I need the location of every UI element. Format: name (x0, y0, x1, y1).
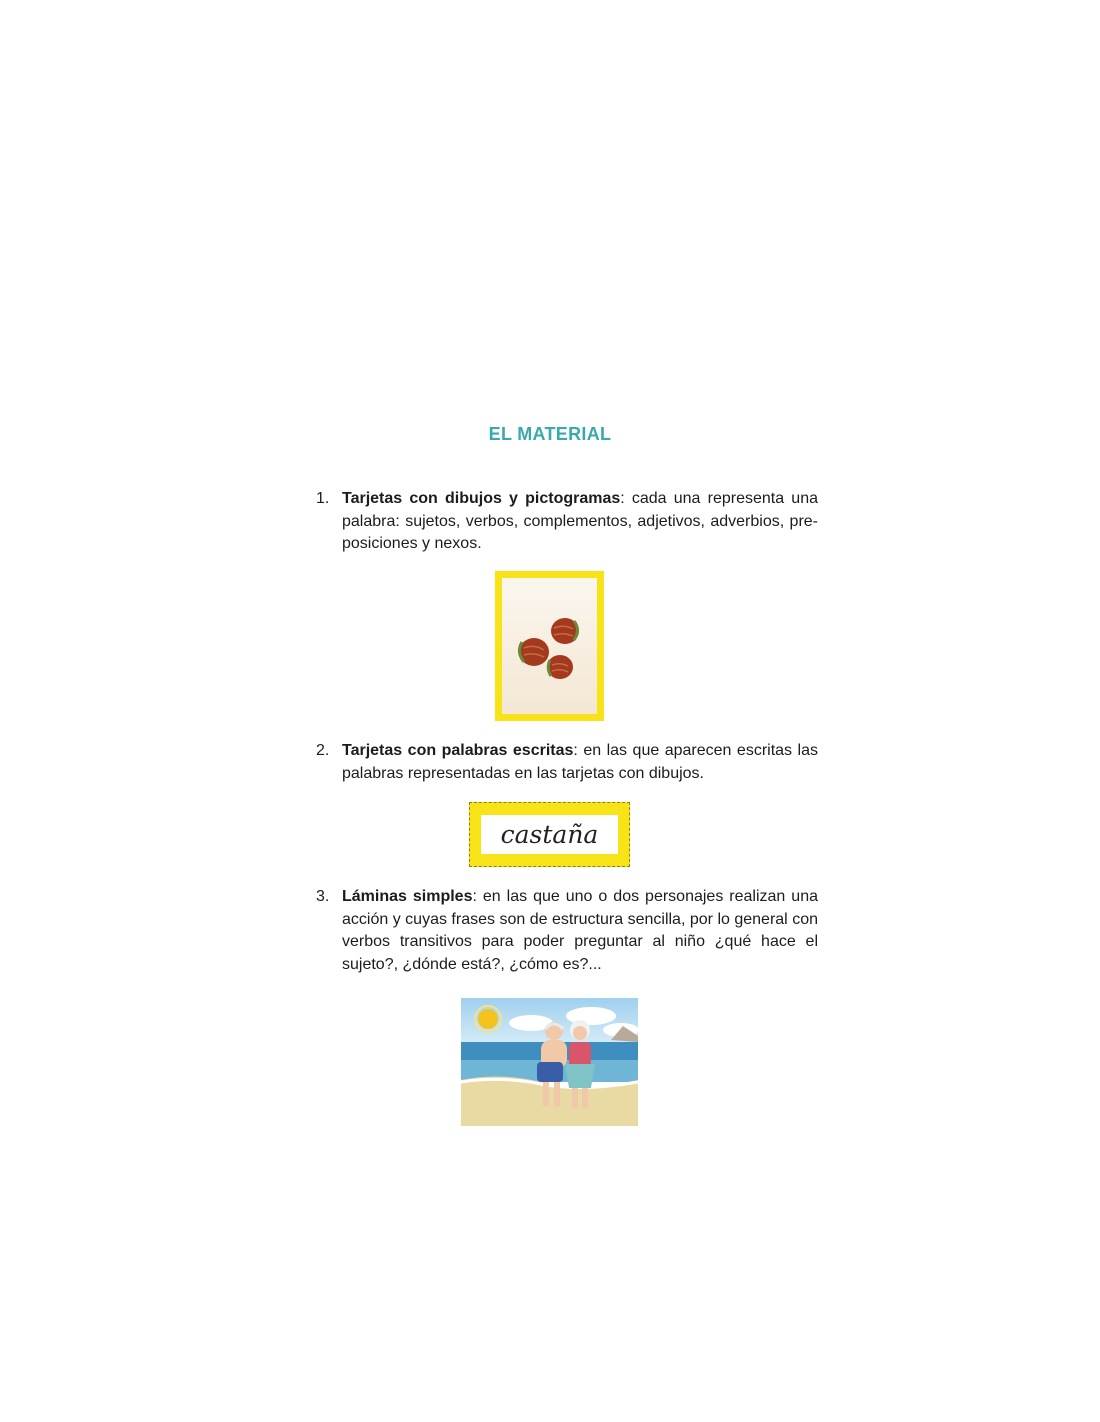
item-text (342, 740, 818, 785)
list-item (316, 488, 818, 556)
item-description: : cada una representa una palabra: sujetos, verbos, complementos, adjetivos, adverbios, pre-posiciones y nexos. (342, 490, 818, 552)
item-text (342, 886, 818, 976)
item-text (342, 488, 818, 556)
list-item (316, 740, 818, 785)
word-card (469, 802, 630, 867)
item-number: 2. (316, 742, 330, 759)
item-number: 1. (316, 490, 330, 507)
beach-couple-icon (461, 998, 638, 1126)
list-item (316, 886, 818, 976)
item-title: Tarjetas con dibujos y pictogramas (342, 490, 621, 507)
item-description: : en las que uno o dos personajes realizan una acción y cuyas frases son de estructura sencilla, por lo general con verbos transitivos para poder preguntar al niño ¿qué hace el sujeto?, ¿dónde está?, ¿cómo es?... (342, 888, 818, 973)
item-description: : en las que aparecen escritas las palabras representadas en las tarjetas con dibujos. (342, 742, 819, 782)
item-title: Tarjetas con palabras escritas (342, 742, 574, 759)
word-card-text: castaña (481, 815, 618, 854)
section-heading: EL MATERIAL (488, 424, 612, 444)
picture-card (495, 571, 604, 721)
scene-illustration (461, 998, 638, 1126)
item-number: 3. (316, 888, 330, 905)
item-title: Láminas simples (342, 888, 473, 905)
chestnuts-icon (502, 578, 597, 714)
